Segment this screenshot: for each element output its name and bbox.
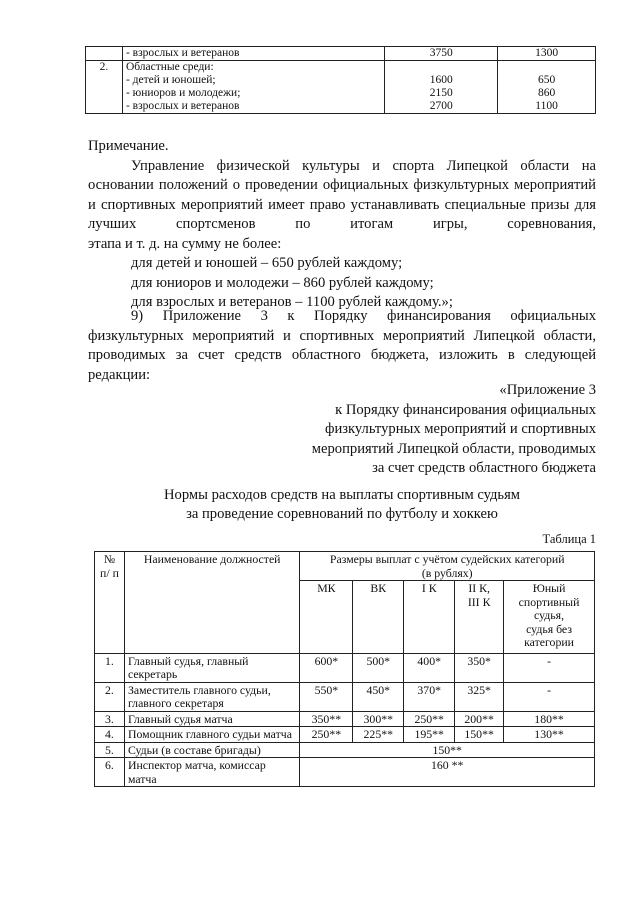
table-row: 6. Инспектор матча, комиссар матча 160 ** (95, 758, 595, 787)
header-mk: МК (300, 581, 353, 654)
row-category: - взрослых и ветеранов (122, 47, 384, 61)
table-row: 4. Помощник главного судьи матча 250** 225** 195** 150** 130** (95, 727, 595, 743)
table-label: Таблица 1 (542, 532, 596, 546)
document-title: Нормы расходов средств на выплаты спортивным судьям за проведение соревнований по футболу и хоккею (163, 487, 521, 522)
row-number (86, 47, 123, 61)
header-position: Наименование должностей (124, 552, 299, 654)
table-row: 2. Заместитель главного судьи, главного секретаря 550* 450* 370* 325* - (95, 682, 595, 711)
note-section (88, 137, 596, 313)
row-value: 3750 (385, 47, 498, 61)
header-row (95, 552, 595, 581)
row-value: 1300 (498, 47, 596, 61)
table-row (86, 61, 596, 114)
header-1k: I К (404, 581, 455, 654)
prize-table (85, 46, 596, 114)
table-row: 5. Судьи (в составе бригады) 150** (95, 742, 595, 758)
table-row: 1. Главный судья, главный секретарь 600* 500* 400* 350* - (95, 653, 595, 682)
header-2k-3k: II К, III К (455, 581, 504, 654)
row-value: 650 860 1100 (498, 61, 596, 114)
note-heading: Примечание. (88, 138, 169, 154)
note-paragraph-end: этапа и т. д. на сумму не более: (88, 235, 282, 252)
header-young-referee: Юный спортивный судья, судья без категории (504, 581, 595, 654)
header-number: № п/ п (95, 552, 125, 654)
row-value: 1600 2150 2700 (385, 61, 498, 114)
header-payments: Размеры выплат с учётом судейских категорий (в рублях) (300, 552, 595, 581)
item-9-paragraph: 9) Приложение 3 к Порядку финансирования официальных физкультурных мероприятий и спортивных мероприятий Липецкой области, проводимых за счет средств областного бюджета, изложить в следующей (88, 308, 596, 363)
note-paragraph: Управление физической культуры и спорта Липецкой области на основании положений о проведении официальных физкультурных мероприятий и спортивных мероприятий имеет право устанавливать специальные призы для лучших спортсменов по итогам игры, соревнования, (88, 157, 596, 232)
note-item: для детей и юношей – 650 рублей каждому; (131, 255, 403, 271)
table-row (86, 47, 596, 61)
row-number: 2. (86, 61, 123, 114)
item-9-section (88, 307, 596, 385)
table-row: 3. Главный судья матча 350** 300** 250** 200** 180** (95, 711, 595, 727)
note-item: для взрослых и ветеранов – 1100 рублей каждому.»; (131, 294, 453, 310)
referee-payments-table (94, 551, 595, 787)
note-item: для юниоров и молодежи – 860 рублей каждому; (131, 274, 434, 291)
appendix-header: «Приложение 3 к Порядку финансирования официальных физкультурных мероприятий и спортивных мероприятий Липецкой области, проводимых за счет средств областного бюджета (311, 382, 596, 476)
item-9-paragraph-end: редакции: (88, 366, 151, 383)
header-vk: ВК (353, 581, 404, 654)
row-category: Областные среди: - детей и юношей; - юниоров и молодежи; - взрослых и ветеранов (122, 61, 384, 114)
